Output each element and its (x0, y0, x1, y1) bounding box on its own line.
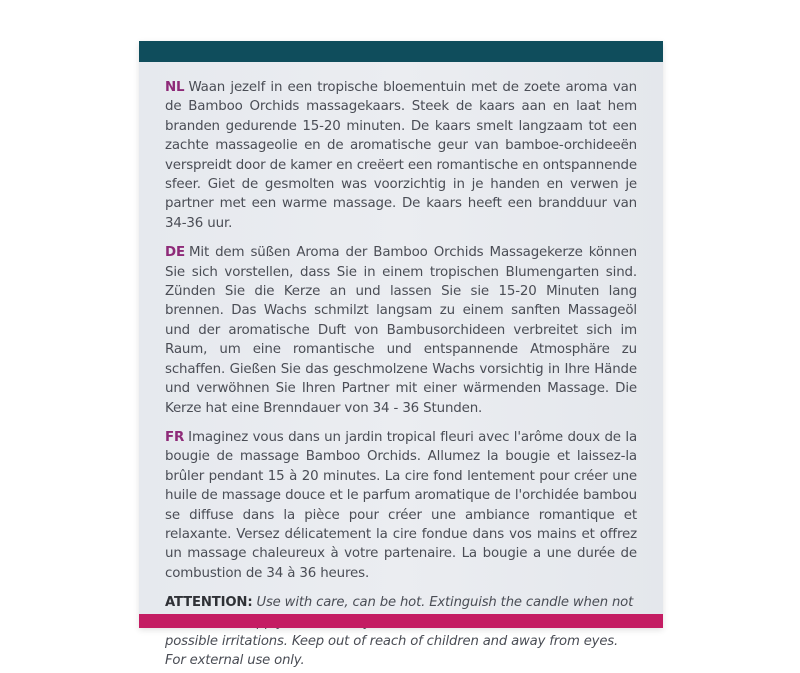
attention-text: Use with care, can be hot. Extinguish the candle when not possible irritations. Keep out of reach of children and away from eyes. For external use only. (165, 595, 634, 669)
paragraph-de-text: Mit dem süßen Aroma der Bamboo Orchids Massagekerze können Sie sich vorstellen, dass Sie in einem tropischen Blumengarten sind. Zünden Sie die Kerze an und lassen Sie sie 15-20 Minuten lang brennen. Das Wachs schmilzt langsam zu einem sanften Massageöl und der aromatische Duft von Bambusorchideen verbreitet sich im Raum, um eine romantische und entspannende Atmosphäre zu schaffen. Gießen Sie das geschmolzene Wachs vorsichtig in Ihre Hände und verwöhnen Sie Ihren Partner mit einer wärmenden Massage. Die Kerze hat eine Brenndauer von 34 - 36 Stunden. (165, 245, 637, 416)
paragraph-fr-text: Imaginez vous dans un jardin tropical fleuri avec l'arôme doux de la bougie de massage Bamboo Orchids. Allumez la bougie et laissez-la brûler pendant 15 à 20 minutes. La cire fond lentement pour créer une huile de massage douce et le parfum aromatique de l'orchidée bambou se diffuse dans la pièce pour créer une ambiance romantique et relaxante. Versez délicatement la cire fondue dans vos mains et offrez un massage chaleureux à votre partenaire. La bougie a une durée de combustion de 34 à 36 heures. (165, 429, 637, 581)
top-color-band (139, 41, 663, 62)
language-code-de: DE (165, 245, 185, 261)
paragraph-de (165, 243, 637, 418)
paragraph-nl-text: Waan jezelf in een tropische bloementuin met de zoete aroma van de Bamboo Orchids massagekaars. Steek de kaars aan en laat hem branden gedurende 15-20 minuten. De kaars smelt langzaam tot een zachte massageolie en de aromatische geur van bamboe-orchideeën verspreidt door de kamer en creëert een romantische en ontspannende sfeer. Giet de gesmolten was voorzichtig in je handen en verwen je partner met een warme massage. De kaars heeft een brandduur van 34-36 uur. (165, 80, 637, 231)
paragraph-fr (165, 428, 637, 583)
language-code-fr: FR (165, 429, 185, 445)
product-label-card (139, 41, 663, 669)
attention-label: ATTENTION: (165, 595, 253, 611)
attention-notice (165, 593, 637, 671)
bottom-color-band (139, 614, 663, 628)
language-code-nl: NL (165, 80, 185, 95)
paragraph-nl (165, 78, 637, 233)
label-text-content (165, 78, 637, 671)
